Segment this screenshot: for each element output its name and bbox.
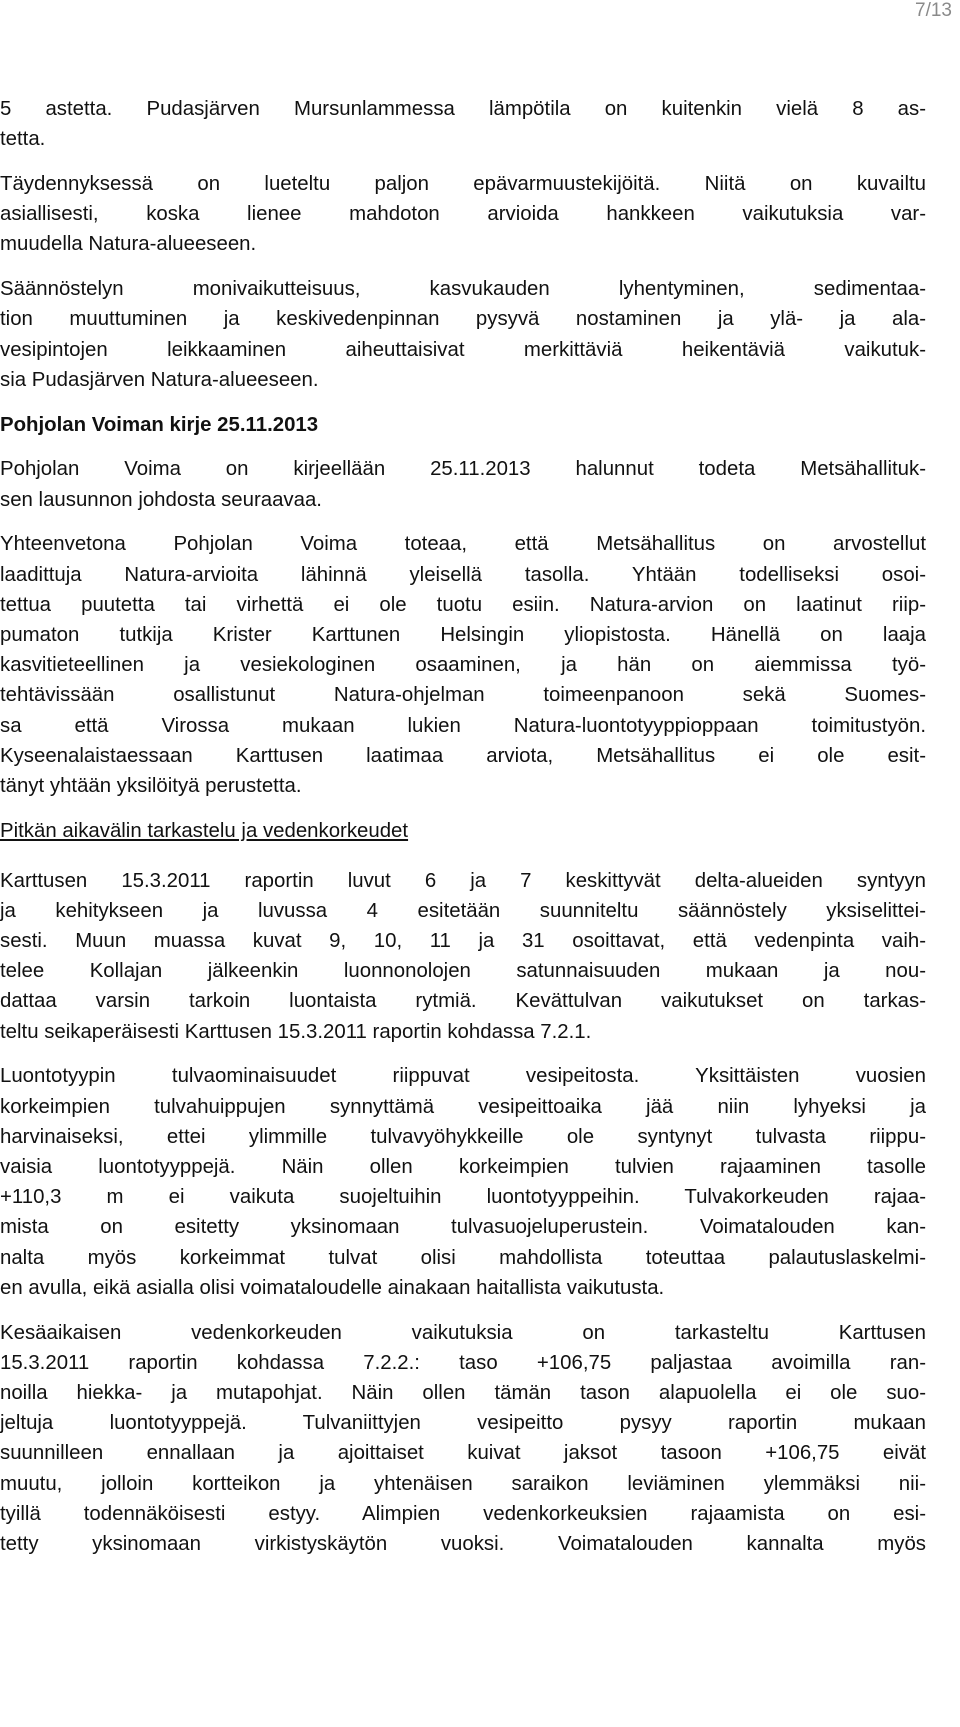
text-line: vesipintojen leikkaaminen aiheuttaisivat merkittäviä heikentäviä vaikutuk- [0, 338, 926, 361]
text-line: harvinaiseksi, ettei ylimmille tulvavyöhykkeille ole syntynyt tulvasta riippu- [0, 1125, 926, 1148]
text-line: 5 astetta. Pudasjärven Mursunlammessa lämpötila on kuitenkin vielä 8 as- [0, 98, 926, 120]
section-heading: Pohjolan Voiman kirje 25.11.2013 [0, 413, 319, 436]
text-line: Karttusen 15.3.2011 raportin luvut 6 ja 7 keskittyvät delta-alueiden syntyyn [0, 869, 926, 892]
text-line: suunnilleen ennallaan ja ajoittaiset kuivat jaksot tasoon +106,75 eivät [0, 1442, 926, 1465]
text-line: pumaton tutkija Krister Karttunen Helsingin yliopistosta. Hänellä on laaja [0, 624, 926, 647]
paragraph [0, 1061, 926, 1303]
paragraph [0, 454, 926, 514]
text-line: muutu, jolloin kortteikon ja yhtenäisen saraikon leviäminen ylemmäksi nii- [0, 1472, 926, 1495]
text-line: ja kehitykseen ja luvussa 4 esitetään suunniteltu säännöstely yksiselittei- [0, 899, 926, 922]
text-line: teltu seikaperäisesti Karttusen 15.3.2011 raportin kohdassa 7.2.1. [0, 1020, 592, 1043]
text-line: Täydennyksessä on lueteltu paljon epävarmuustekijöitä. Niitä on kuvailtu [0, 173, 926, 195]
text-line: sa että Virossa mukaan lukien Natura-luontotyyppioppaan toimitustyön. [0, 714, 926, 737]
text-line: Kyseenalaistaessaan Karttusen laatimaa arviota, Metsähallitus ei ole esit- [0, 744, 926, 767]
text-line: +110,3 m ei vaikuta suojeltuihin luontotyyppeihin. Tulvakorkeuden rajaa- [0, 1186, 926, 1209]
text-line: telee Kollajan jälkeenkin luonnonolojen satunnaisuuden mukaan ja nou- [0, 960, 926, 983]
text-line: dattaa varsin tarkoin luontaista rytmiä. Kevättulvan vaikutukset on tarkas- [0, 990, 926, 1013]
text-line: Yhteenvetona Pohjolan Voima toteaa, että Metsähallitus on arvostellut [0, 533, 926, 556]
text-line: asiallisesti, koska lienee mahdoton arvioida hankkeen vaikutuksia var- [0, 203, 926, 226]
paragraph [0, 529, 926, 801]
paragraph [0, 1318, 926, 1560]
text-line: laadittuja Natura-arvioita lähinnä yleisellä tasolla. Yhtään todelliseksi osoi- [0, 563, 926, 586]
text-line: noilla hiekka- ja mutapohjat. Näin ollen tämän tason alapuolella ei ole suo- [0, 1382, 926, 1405]
text-line: korkeimpien tulvahuippujen synnyttämä vesipeittoaika jää niin lyhyeksi ja [0, 1095, 926, 1118]
paragraph [0, 866, 926, 1047]
text-line: en avulla, eikä asialla olisi voimataloudelle ainakaan haitallista vaikutusta. [0, 1276, 665, 1299]
paragraph [0, 169, 926, 260]
text-line: Kesäaikaisen vedenkorkeuden vaikutuksia on tarkasteltu Karttusen [0, 1321, 926, 1344]
text-line: jeltuja luontotyyppejä. Tulvaniittyjen vesipeitto pysyy raportin mukaan [0, 1412, 926, 1435]
text-line: tyillä todennäköisesti estyy. Alimpien vedenkorkeuksien rajaamista on esi- [0, 1502, 926, 1525]
text-line: mista on esitetty yksinomaan tulvasuojeluperustein. Voimatalouden kan- [0, 1216, 926, 1239]
text-line: sia Pudasjärven Natura-alueeseen. [0, 368, 319, 391]
text-line: nalta myös korkeimmat tulvat olisi mahdollista toteuttaa palautuslaskelmi- [0, 1246, 926, 1269]
underlined-section-heading: Pitkän aikavälin tarkastelu ja vedenkorkeudet [0, 819, 409, 842]
text-line: tehtävissään osallistunut Natura-ohjelman toimeenpanoon sekä Suomes- [0, 684, 926, 707]
text-line: vaisia luontotyyppejä. Näin ollen korkeimpien tulvien rajaaminen tasolle [0, 1156, 926, 1179]
text-line: Säännöstelyn monivaikutteisuus, kasvukauden lyhentyminen, sedimentaa- [0, 278, 926, 301]
text-line: Pohjolan Voima on kirjeellään 25.11.2013 halunnut todeta Metsähallituk- [0, 458, 926, 481]
text-line: Luontotyypin tulvaominaisuudet riippuvat vesipeitosta. Yksittäisten vuosien [0, 1065, 926, 1088]
text-line: tetty yksinomaan virkistyskäytön vuoksi. Voimatalouden kannalta myös [0, 1533, 926, 1556]
text-line: sen lausunnon johdosta seuraavaa. [0, 488, 322, 511]
text-line: kasvitieteellinen ja vesiekologinen osaaminen, ja hän on aiemmissa työ- [0, 654, 926, 677]
document-body [0, 94, 926, 1559]
text-line: tetta. [0, 128, 46, 151]
paragraph [0, 94, 926, 154]
text-line: 15.3.2011 raportin kohdassa 7.2.2.: taso +106,75 paljastaa avoimilla ran- [0, 1351, 926, 1374]
paragraph [0, 274, 926, 395]
text-line: tion muuttuminen ja keskivedenpinnan pysyvä nostaminen ja ylä- ja ala- [0, 308, 926, 331]
text-line: muudella Natura-alueeseen. [0, 233, 257, 256]
text-line: tänyt yhtään yksilöityä perustetta. [0, 775, 302, 798]
text-line: tettua puutetta tai virhettä ei ole tuotu esiin. Natura-arvion on laatinut riip- [0, 593, 926, 616]
page-number: 7/13 [915, 0, 952, 21]
text-line: sesti. Muun muassa kuvat 9, 10, 11 ja 31 osoittavat, että vedenpinta vaih- [0, 930, 926, 953]
